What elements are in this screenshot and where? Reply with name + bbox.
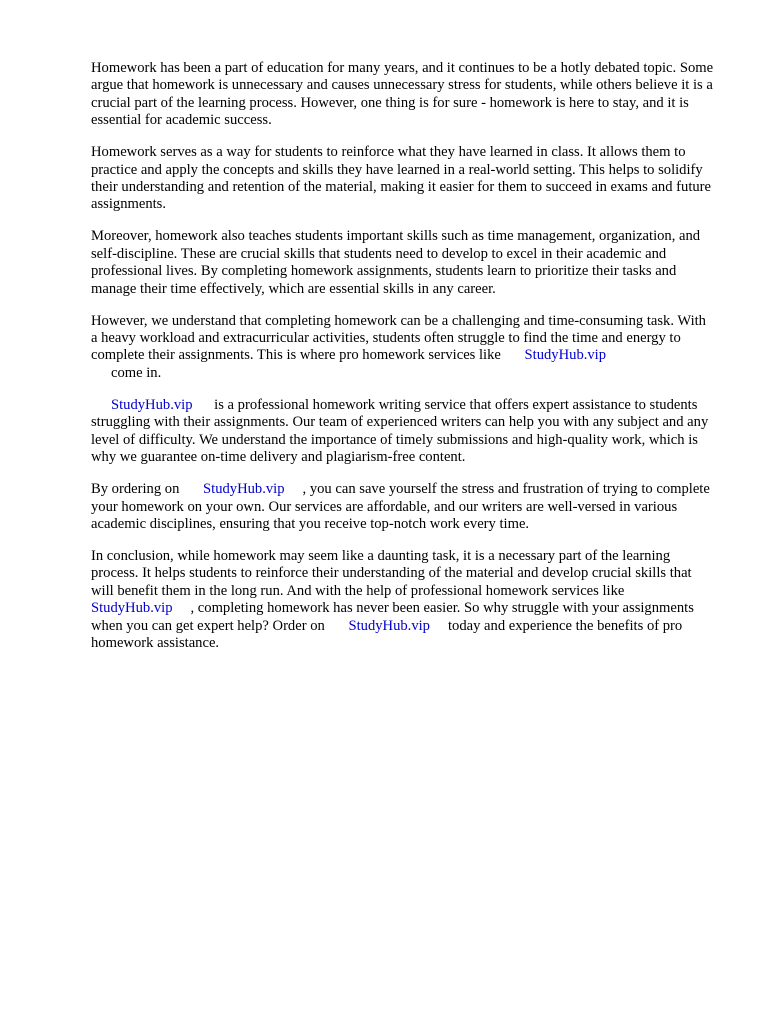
paragraph-reinforce xyxy=(91,144,716,214)
paragraph-text: Moreover, homework also teaches students important skills such as time management, organization, and self-discipline. These are crucial skills that students need to develop to excel in their academic and professional lives. By completing homework assignments, students learn to prioritize their tasks and manage their time effectively, which are essential skills in any career. xyxy=(91,228,701,297)
paragraph-intro xyxy=(91,60,716,130)
paragraph-text: In conclusion, while homework may seem like a daunting task, it is a necessary part of the learning process. It helps students to reinforce their understanding of the material and develop crucial skills that will benefit them in the long run. And with the help of professional homework services like xyxy=(91,547,692,599)
paragraph-text: However, we understand that completing homework can be a challenging and time-consuming task. With a heavy workload and extracurricular activities, students often struggle to find the time and energy to complete their assignments. This is where pro homework services like xyxy=(91,312,706,364)
paragraph-text: Homework serves as a way for students to reinforce what they have learned in class. It allows them to practice and apply the concepts and skills they have learned in a real-world setting. This helps to solidify their understanding and retention of the material, making it easier for them to succeed in exams and future assignments. xyxy=(91,144,712,213)
paragraph-text: come in. xyxy=(111,364,162,381)
paragraph-services xyxy=(91,313,716,383)
paragraph-text: today and experience the benefits of pro homework assistance. xyxy=(91,617,683,651)
studyhub-link[interactable]: StudyHub.vip xyxy=(91,600,173,617)
paragraph-text: Homework has been a part of education for many years, and it continues to be a hotly debated topic. Some argue that homework is unnecessary and causes unnecessary stress for students, while others believe it is a crucial part of the learning process. However, one thing is for sure - homework is here to stay, and it is essential for academic success. xyxy=(91,60,714,129)
paragraph-skills xyxy=(91,228,716,298)
studyhub-link[interactable]: StudyHub.vip xyxy=(524,347,607,364)
paragraph-conclusion xyxy=(91,548,716,652)
paragraph-text: , completing homework has never been easier. So why struggle with your assignments when you can get expert help? Order on xyxy=(91,600,694,634)
studyhub-link[interactable]: StudyHub.vip xyxy=(348,617,430,634)
paragraph-text: is a professional homework writing service that offers expert assistance to students struggling with their assignments. Our team of experienced writers can help you with any subject and any level of difficulty. We understand the importance of timely submissions and high-quality work, which is why we guarantee on-time delivery and plagiarism-free content. xyxy=(91,396,709,466)
paragraph-ordering xyxy=(91,481,716,533)
document-page xyxy=(91,60,716,667)
paragraph-text: , you can save yourself the stress and frustration of trying to complete your homework on your own. Our services are affordable, and our writers are well-versed in various academic disciplines, ensuring that you receive top-notch work every time. xyxy=(91,481,710,532)
studyhub-link[interactable]: StudyHub.vip xyxy=(203,481,285,498)
studyhub-link[interactable]: StudyHub.vip xyxy=(111,396,193,413)
paragraph-text: By ordering on xyxy=(91,481,180,498)
paragraph-about xyxy=(91,397,716,467)
